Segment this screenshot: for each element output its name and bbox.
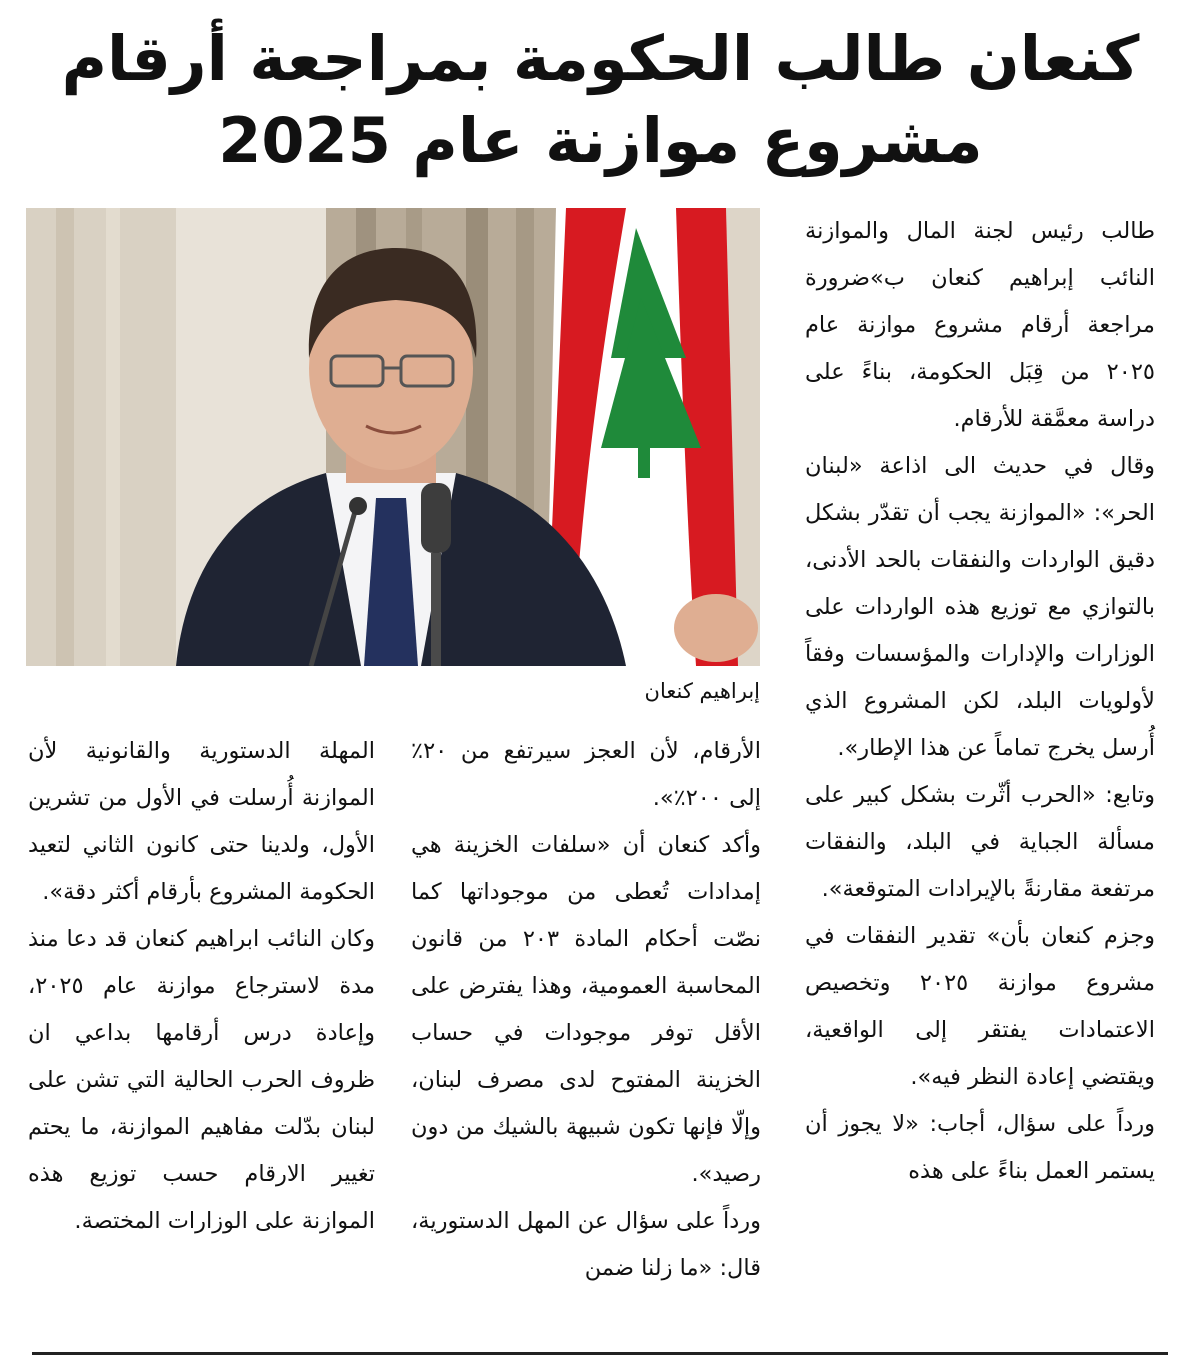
paragraph: ورداً على سؤال، أجاب: «لا يجوز أن يستمر العمل بناءً على هذه — [805, 1111, 1155, 1184]
article-column-right — [805, 208, 1155, 1343]
headline-line-1: كنعان طالب الحكومة بمراجعة أرقام — [61, 22, 1140, 95]
article-column-left — [28, 728, 375, 1328]
article-photo — [26, 208, 760, 666]
paragraph: وجزم كنعان بأن» تقدير النفقات في مشروع موازنة ٢٠٢٥ وتخصيص الاعتمادات يفتقر إلى الواقعية، ويقتضي إعادة النظر فيه». — [805, 923, 1155, 1090]
paragraph: طالب رئيس لجنة المال والموازنة النائب إبراهيم كنعان ب»ضرورة مراجعة أرقام مشروع موازنة عام ٢٠٢٥ من قِبَل الحكومة، بناءً على دراسة معمَّقة للأرقام. — [805, 218, 1155, 432]
headline — [20, 18, 1181, 188]
speaker-photo-illustration — [26, 208, 760, 666]
paragraph: وكان النائب ابراهيم كنعان قد دعا منذ مدة لاسترجاع موازنة عام ٢٠٢٥، وإعادة درس أرقامها بداعي ان ظروف الحرب الحالية التي تشن على لبنان بدّلت مفاهيم الموازنة، ما يحتم تغيير الارقام حسب توزيع هذه الموازنة على الوزارات المختصة. — [28, 926, 375, 1234]
paragraph: ورداً على سؤال عن المهل الدستورية، قال: «ما زلنا ضمن — [411, 1208, 761, 1281]
paragraph: وتابع: «الحرب أثّرت بشكل كبير على مسألة الجباية في البلد، والنفقات مرتفعة مقارنةً بالإيرادات المتوقعة». — [805, 782, 1155, 902]
paragraph: وقال في حديث الى اذاعة «لبنان الحر»: «الموازنة يجب أن تقدّر بشكل دقيق الواردات والنفقات بالحد الأدنى، بالتوازي مع توزيع هذه الواردات على الوزارات والإدارات والمؤسسات وفقاً لأولويات البلد، لكن المشروع الذي أُرسل يخرج تماماً عن هذا الإطار». — [805, 453, 1155, 761]
headline-line-2: مشروع موازنة عام 2025 — [218, 104, 983, 177]
paragraph: الأرقام، لأن العجز سيرتفع من ٢٠٪ إلى ٢٠٠٪». — [411, 738, 761, 811]
paragraph: المهلة الدستورية والقانونية لأن الموازنة أُرسلت في الأول من تشرين الأول، ولدينا حتى كانون الثاني لتعيد الحكومة المشروع بأرقام أكثر دقة». — [28, 738, 375, 905]
paragraph: وأكد كنعان أن «سلفات الخزينة هي إمدادات تُعطى من موجوداتها كما نصّت أحكام المادة ٢٠٣ من قانون المحاسبة العمومية، وهذا يفترض على الأقل توفر موجودات في حساب الخزينة المفتوح لدى مصرف لبنان، وإلّا فإنها تكون شبيهة بالشيك من دون رصيد». — [411, 832, 761, 1187]
photo-caption: إبراهيم كنعان — [644, 679, 760, 703]
bottom-divider — [32, 1352, 1168, 1355]
article-column-middle — [411, 728, 761, 1328]
